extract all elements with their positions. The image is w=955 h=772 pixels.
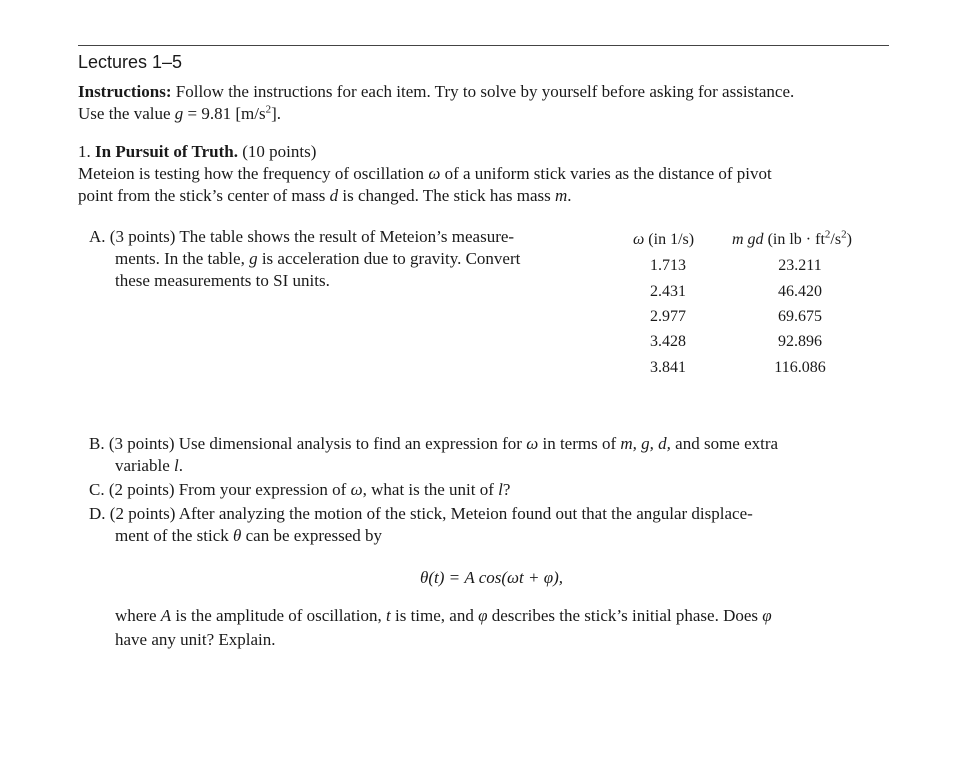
part-b-text-2b: . (178, 456, 183, 475)
problem-intro-line-2 (78, 185, 572, 207)
part-c-line (89, 479, 510, 501)
part-a-line-3 (115, 270, 330, 292)
table-header-exp-1: 2 (824, 228, 831, 241)
variables-list: m, g, d, (620, 434, 671, 453)
part-d-text-3b: is the amplitude of oscillation, (175, 606, 382, 625)
problem-points: (10 points) (242, 142, 317, 161)
part-a-text-1: (3 points) The table shows the result of Meteion’s measure- (109, 227, 515, 246)
table-cell-mgd: 69.675 (778, 308, 822, 325)
table-header-exp-2: 2 (841, 228, 847, 241)
part-a-text-2b: is acceleration due to gravity. Convert (261, 249, 521, 268)
part-d-text-3c: is time, and (394, 606, 474, 625)
part-d-text-2a: ment of the stick (115, 526, 229, 545)
m-symbol: m (555, 186, 568, 205)
instructions-value-prefix: Use the value (78, 104, 171, 123)
table-header-omega-unit: (in 1/s) (644, 231, 695, 248)
part-d-text-1: (2 points) After analyzing the motion of the stick, Meteion found out that the angular displace- (109, 504, 753, 523)
l-symbol-c: l (498, 480, 503, 499)
omega-symbol: ω (428, 164, 441, 183)
table-cell-omega: 2.977 (650, 308, 686, 325)
part-a-text-3: these measurements to SI units. (115, 271, 330, 290)
table-header-mgd-symbol: m gd (732, 231, 764, 248)
instructions-line-1 (78, 81, 794, 103)
table-cell-mgd: 92.896 (778, 333, 822, 350)
table-header-mgd-unit: (in lb · ft (763, 231, 825, 248)
table-cell-omega: 2.431 (650, 283, 686, 300)
equation (420, 568, 563, 588)
table-cell-omega: 1.713 (650, 257, 686, 274)
intro-text-1b: of a uniform stick varies as the distance of pivot (444, 164, 772, 183)
omega-symbol-c: ω (350, 480, 363, 499)
part-a-text-2a: ments. In the table, (115, 249, 245, 268)
phi-symbol-2: φ (762, 606, 772, 625)
part-c-text-c: ? (502, 480, 511, 499)
part-c-text-a: (2 points) From your expression of (108, 480, 347, 499)
intro-text-2c: . (567, 186, 572, 205)
part-a-line-2 (115, 248, 520, 270)
table-header-mgd (732, 228, 852, 249)
omega-symbol-b: ω (526, 434, 539, 453)
t-symbol: t (386, 606, 391, 625)
part-d-text-4: have any unit? Explain. (115, 630, 276, 649)
table-cell-mgd: 46.420 (778, 283, 822, 300)
instructions-label: Instructions: (78, 82, 172, 101)
problem-title: In Pursuit of Truth. (95, 142, 238, 161)
instructions-line-2 (78, 103, 281, 125)
g-exponent: 2 (265, 103, 272, 116)
amplitude-symbol: A (160, 606, 172, 625)
part-b-line-2 (115, 455, 183, 477)
part-d-line-3 (115, 605, 772, 627)
g-value: = 9.81 [m/s (183, 104, 266, 123)
part-b-text-1c: and some extra (675, 434, 779, 453)
part-d-line-4 (115, 629, 276, 651)
part-b-text-1a: (3 points) Use dimensional analysis to find an expression for (108, 434, 522, 453)
table-header-close: ) (846, 231, 852, 248)
part-b-text-2a: variable (115, 456, 170, 475)
part-d-text-2b: can be expressed by (245, 526, 383, 545)
part-b-line-1 (89, 433, 778, 455)
part-a-label: A. (89, 227, 106, 246)
part-a-line-1 (89, 226, 514, 248)
phi-symbol: φ (478, 606, 488, 625)
table-header-omega (633, 231, 694, 249)
part-d-label: D. (89, 504, 106, 523)
part-d-line-1 (89, 503, 753, 525)
part-c-label: C. (89, 480, 105, 499)
part-d-text-3d: describes the stick’s initial phase. Does (491, 606, 759, 625)
part-d-text-3a: where (115, 606, 157, 625)
table-cell-mgd: 23.211 (778, 257, 822, 274)
intro-text-2b: is changed. The stick has mass (342, 186, 551, 205)
intro-text-2a: point from the stick’s center of mass (78, 186, 326, 205)
theta-symbol: θ (233, 526, 242, 545)
g-close: ]. (271, 104, 282, 123)
instructions-text: Follow the instructions for each item. Try to solve by yourself before asking for assistance. (175, 82, 795, 101)
part-b-text-1b: in terms of (542, 434, 617, 453)
part-d-line-2 (115, 525, 382, 547)
table-cell-omega: 3.428 (650, 333, 686, 350)
top-rule (78, 45, 889, 46)
l-symbol-b: l (174, 456, 179, 475)
table-header-mid: /s (830, 231, 842, 248)
g-symbol: g (174, 104, 184, 123)
intro-text-1a: Meteion is testing how the frequency of oscillation (78, 164, 425, 183)
d-symbol: d (329, 186, 339, 205)
page-title: Lectures 1–5 (78, 52, 183, 72)
problem-heading (78, 141, 316, 163)
equation-text: θ(t) = A cos(ωt + φ), (420, 568, 564, 587)
problem-intro-line-1 (78, 163, 772, 185)
part-b-label: B. (89, 434, 105, 453)
table-cell-omega: 3.841 (650, 359, 686, 376)
part-c-text-b: , what is the unit of (362, 480, 494, 499)
problem-number: 1. (78, 142, 91, 161)
g-symbol-a: g (249, 249, 258, 268)
table-cell-mgd: 116.086 (774, 359, 826, 376)
table-header-omega-symbol: ω (633, 231, 645, 248)
